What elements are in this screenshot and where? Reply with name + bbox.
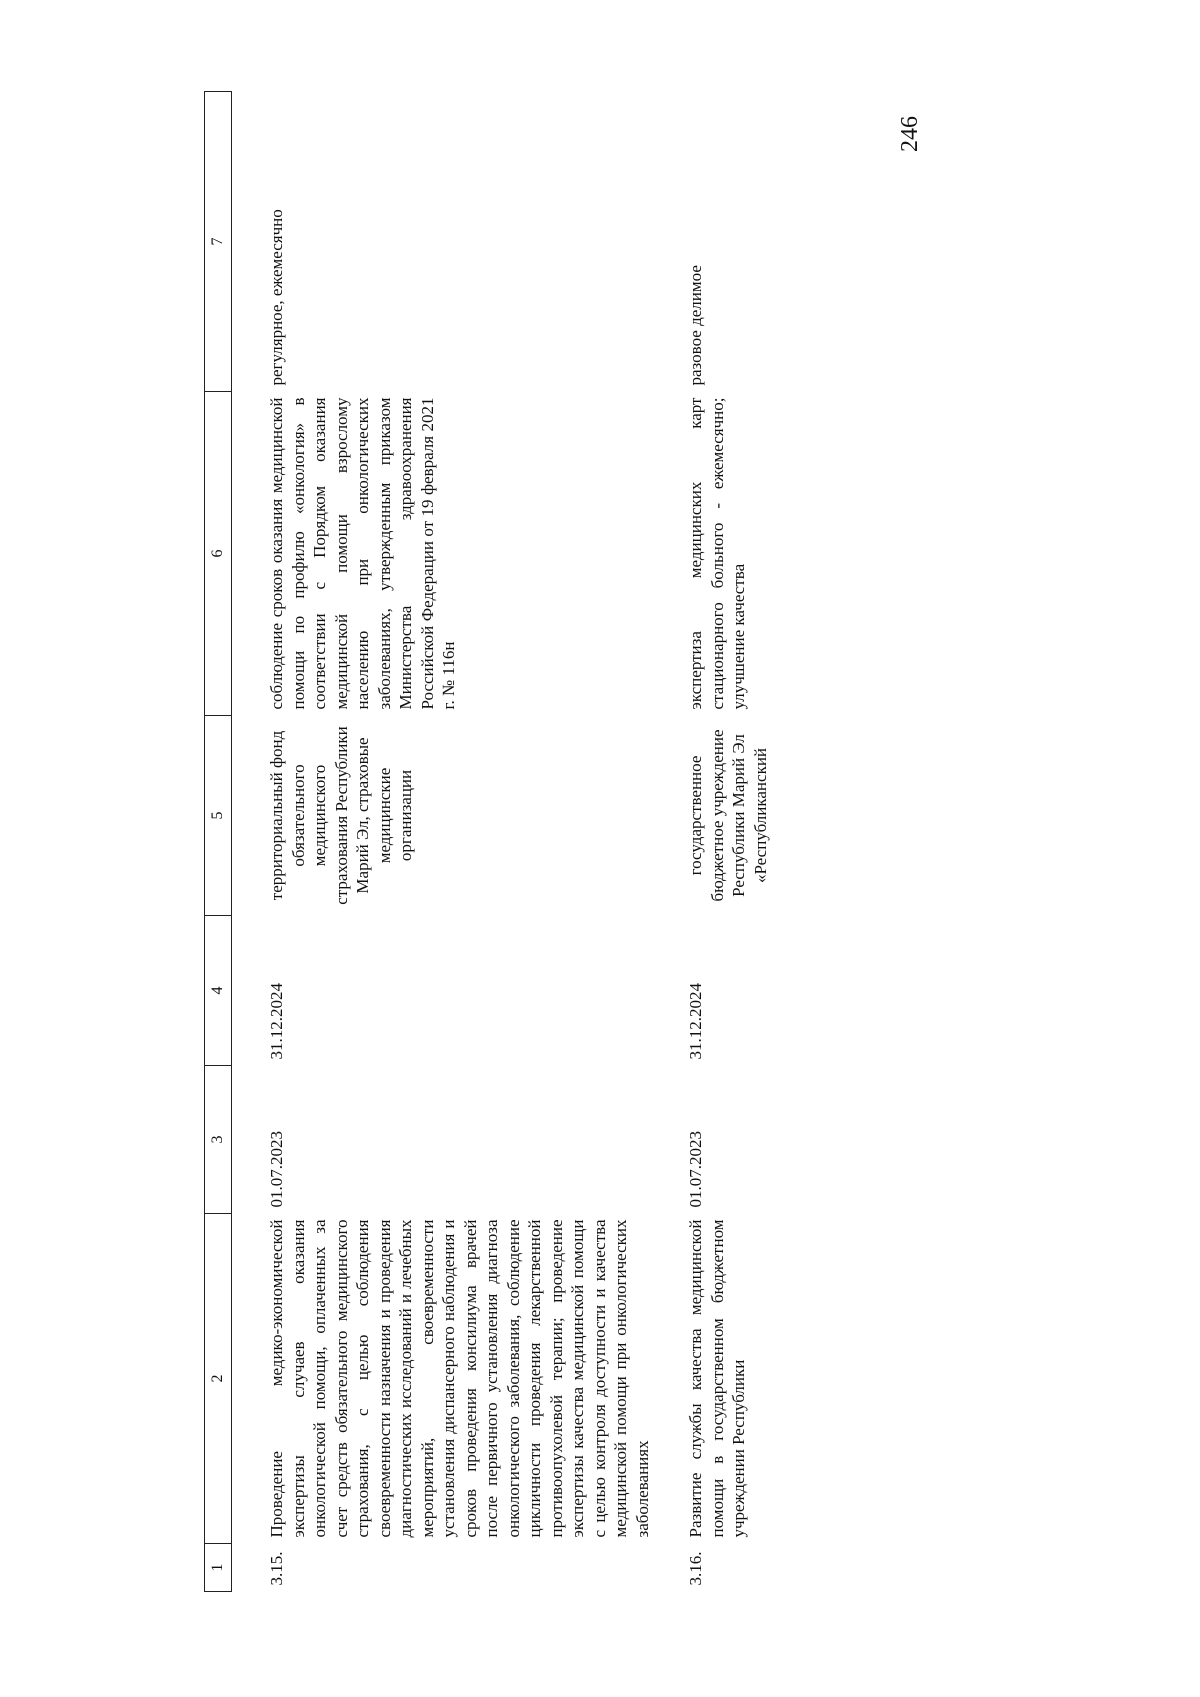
responsible-cell: государственное бюджетное учреждение Республики Марий Эл «Республиканский (686, 729, 770, 902)
column-header-7: 7 (205, 92, 232, 392)
column-header-3: 3 (205, 1066, 232, 1214)
column-header-1: 1 (205, 1544, 232, 1592)
result-cell: соблюдение сроков оказания медицинской помощи по профилю «онкология» в соответствии с Порядком оказания медицинской помощи взрослому населению при онкологических заболеваниях, утвержденным приказом Министерства здравоохранения Российской Федерации от 19 февраля 2021 г. № 116н (267, 397, 458, 710)
activity-cell: Проведение медико-экономической экспертизы случаев оказания онкологической помощи, оплаченных за счет средств обязательного медицинского страхования, с целью соблюдения своевременности назначения и проведения диагностических исследований и лечебных мероприятий, своевременности установления диспансерного наблюдения и сроков проведения консилиума врачей после первичного установления диагноза онкологического заболевания, соблюдение цикличности проведения лекарственной противоопухолевой терапии; проведение экспертизы качества медицинской помощи с целью контроля доступности и качества медицинской помощи при онкологических заболеваниях (267, 1219, 652, 1538)
frequency-cell: разовое делимое (686, 265, 705, 386)
end-date-cell: 31.12.2024 (686, 983, 705, 1060)
row-number: 3.15. (267, 1551, 286, 1586)
row-number: 3.16. (686, 1551, 705, 1586)
page-number: 246 (897, 116, 923, 152)
column-header-5: 5 (205, 716, 232, 916)
start-date-cell: 01.07.2023 (686, 1131, 705, 1208)
result-cell: экспертиза медицинских карт стационарного больного - ежемесячно; улучшение качества (686, 397, 748, 710)
rotated-table-container (204, 92, 1044, 1592)
column-header-4: 4 (205, 916, 232, 1066)
responsible-cell: территориальный фонд обязательного медицинского страхования Республики Марий Эл, страховые медицинские организации (267, 726, 415, 905)
table-row (657, 92, 775, 1592)
header-row (205, 92, 232, 1592)
column-header-6: 6 (205, 392, 232, 716)
start-date-cell: 01.07.2023 (267, 1131, 286, 1208)
table-row (232, 92, 658, 1592)
activity-cell: Развитие службы качества медицинской помощи в государственном бюджетном учреждении Республики (686, 1219, 748, 1538)
plan-table (204, 91, 775, 1592)
end-date-cell: 31.12.2024 (267, 983, 286, 1060)
column-header-2: 2 (205, 1214, 232, 1544)
frequency-cell: регулярное, ежемесячно (267, 209, 286, 386)
